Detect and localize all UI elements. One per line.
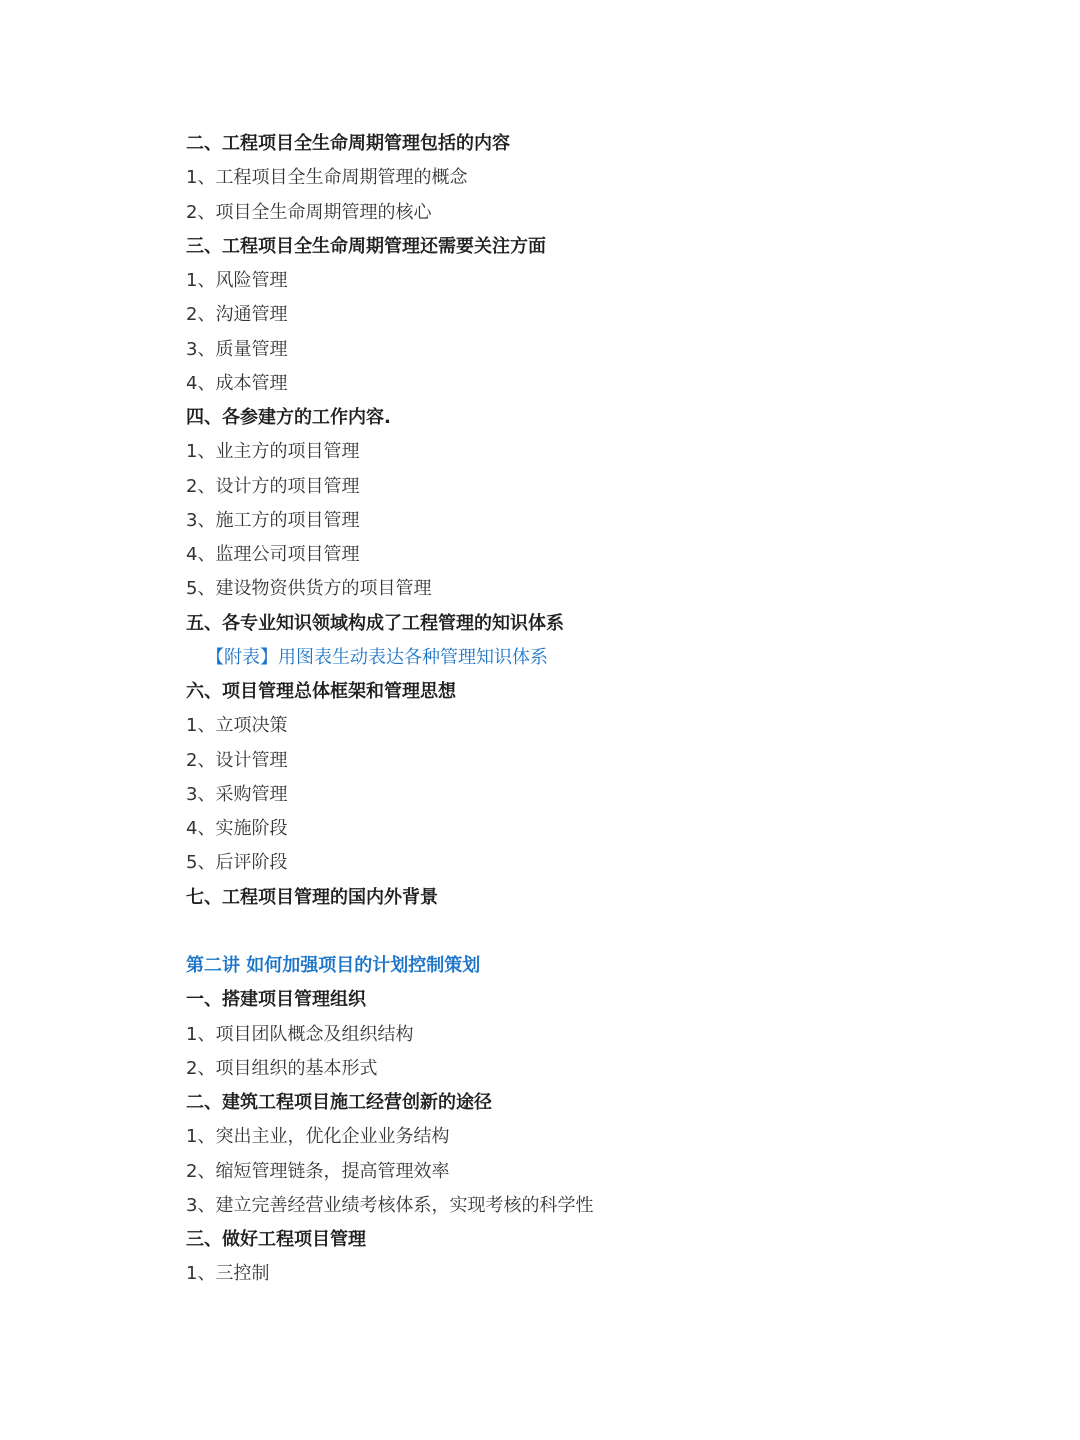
list-item: 2、缩短管理链条，提高管理效率: [186, 1160, 450, 1182]
section-heading: 二、建筑工程项目施工经营创新的途径: [186, 1092, 492, 1113]
list-item: 2、沟通管理: [186, 304, 288, 326]
list-item: 2、项目组织的基本形式: [186, 1057, 378, 1079]
list-item: 3、施工方的项目管理: [186, 509, 360, 531]
list-item: 1、业主方的项目管理: [186, 441, 360, 463]
blank-line: [186, 915, 1046, 949]
list-item: 4、成本管理: [186, 372, 288, 394]
list-item: 3、建立完善经营业绩考核体系，实现考核的科学性: [186, 1194, 594, 1216]
list-item: 1、风险管理: [186, 270, 288, 291]
section-heading: 六、项目管理总体框架和管理思想: [186, 681, 456, 702]
list-item: 4、监理公司项目管理: [186, 544, 360, 565]
section-heading: 三、工程项目全生命周期管理还需要关注方面: [186, 235, 546, 257]
list-item: 3、采购管理: [186, 783, 288, 805]
document-body: [186, 127, 1046, 1292]
list-item: 5、后评阶段: [186, 852, 288, 874]
section-heading: 七、工程项目管理的国内外背景: [186, 886, 438, 908]
list-item: 1、三控制: [186, 1263, 270, 1285]
section-heading: 一、搭建项目管理组织: [186, 989, 366, 1011]
list-item: 1、项目团队概念及组织结构: [186, 1023, 414, 1045]
list-item: 5、建设物资供货方的项目管理: [186, 578, 432, 600]
list-item: 1、立项决策: [186, 715, 288, 737]
list-item: 2、设计管理: [186, 749, 288, 771]
list-item: 3、质量管理: [186, 338, 288, 360]
section-heading: 四、各参建方的工作内容.: [186, 407, 391, 428]
list-item: 4、实施阶段: [186, 818, 288, 839]
section-heading: 二、工程项目全生命周期管理包括的内容: [186, 133, 510, 154]
section-heading: 三、做好工程项目管理: [186, 1229, 366, 1250]
section-heading: 五、各专业知识领域构成了工程管理的知识体系: [186, 612, 564, 634]
list-item: 2、项目全生命周期管理的核心: [186, 201, 432, 223]
lecture-title: 第二讲 如何加强项目的计划控制策划: [186, 955, 481, 976]
list-item: 1、突出主业，优化企业业务结构: [186, 1126, 450, 1148]
list-item: 2、设计方的项目管理: [186, 475, 360, 497]
appendix-link[interactable]: 【附表】用图表生动表达各种管理知识体系: [206, 646, 548, 668]
list-item: 1、工程项目全生命周期管理的概念: [186, 167, 468, 189]
